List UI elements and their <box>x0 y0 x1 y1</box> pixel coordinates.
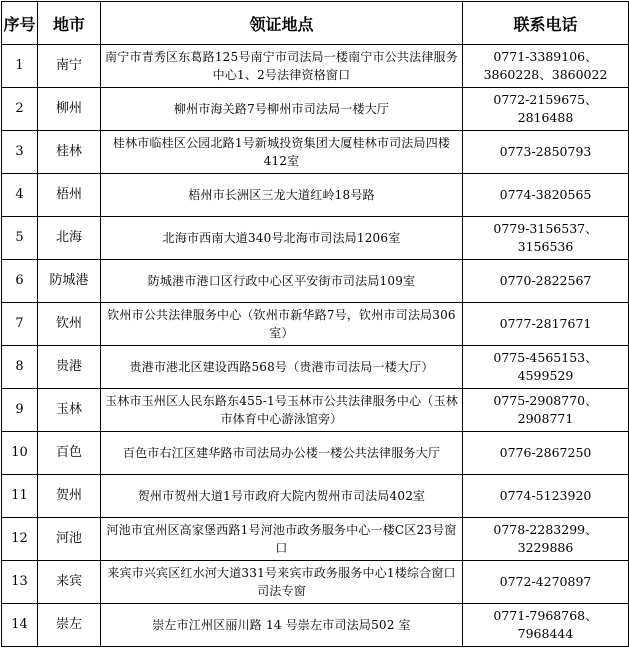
row-location: 梧州市长洲区三龙大道红岭18号路 <box>101 174 463 217</box>
row-index: 6 <box>2 260 38 303</box>
row-location: 崇左市江州区丽川路 14 号崇左市司法局502 室 <box>101 604 463 647</box>
table-row <box>2 174 629 217</box>
row-index: 9 <box>2 389 38 432</box>
table-row <box>2 346 629 389</box>
row-location: 贵港市港北区建设西路568号（贵港市司法局一楼大厅） <box>101 346 463 389</box>
row-index: 4 <box>2 174 38 217</box>
row-phone: 0774-5123920 <box>463 475 629 518</box>
table-row <box>2 475 629 518</box>
row-city: 桂林 <box>38 131 101 174</box>
license-pickup-table <box>1 1 629 647</box>
row-index: 8 <box>2 346 38 389</box>
row-city: 河池 <box>38 518 101 561</box>
row-phone: 0773-2850793 <box>463 131 629 174</box>
row-index: 13 <box>2 561 38 604</box>
table-row <box>2 88 629 131</box>
row-phone: 0774-3820565 <box>463 174 629 217</box>
header-city: 地市 <box>38 2 101 45</box>
header-location: 领证地点 <box>101 2 463 45</box>
row-location: 玉林市玉州区人民东路东455-1号玉林市公共法律服务中心（玉林市体育中心游泳馆旁） <box>101 389 463 432</box>
row-location: 防城港市港口区行政中心区平安街市司法局109室 <box>101 260 463 303</box>
row-city: 梧州 <box>38 174 101 217</box>
row-index: 12 <box>2 518 38 561</box>
row-city: 贵港 <box>38 346 101 389</box>
row-city: 百色 <box>38 432 101 475</box>
table-body <box>2 45 629 647</box>
table-row <box>2 561 629 604</box>
row-phone: 0775-2908770、2908771 <box>463 389 629 432</box>
row-location: 南宁市青秀区东葛路125号南宁市司法局一楼南宁市公共法律服务中心1、2号法律资格窗口 <box>101 45 463 88</box>
row-index: 14 <box>2 604 38 647</box>
row-city: 崇左 <box>38 604 101 647</box>
row-index: 1 <box>2 45 38 88</box>
table-row <box>2 389 629 432</box>
row-location: 贺州市贺州大道1号市政府大院内贺州市司法局402室 <box>101 475 463 518</box>
row-phone: 0770-2822567 <box>463 260 629 303</box>
row-city: 钦州 <box>38 303 101 346</box>
row-index: 5 <box>2 217 38 260</box>
row-city: 北海 <box>38 217 101 260</box>
row-city: 玉林 <box>38 389 101 432</box>
row-phone: 0779-3156537、3156536 <box>463 217 629 260</box>
table-row <box>2 45 629 88</box>
row-phone: 0777-2817671 <box>463 303 629 346</box>
row-location: 北海市西南大道340号北海市司法局1206室 <box>101 217 463 260</box>
row-phone: 0775-4565153、4599529 <box>463 346 629 389</box>
table-row <box>2 260 629 303</box>
row-phone: 0776-2867250 <box>463 432 629 475</box>
header-row <box>2 2 629 45</box>
row-phone: 0771-3389106、3860228、3860022 <box>463 45 629 88</box>
row-index: 11 <box>2 475 38 518</box>
row-location: 柳州市海关路7号柳州市司法局一楼大厅 <box>101 88 463 131</box>
row-location: 桂林市临桂区公园北路1号新城投资集团大厦桂林市司法局四楼412室 <box>101 131 463 174</box>
table-row <box>2 604 629 647</box>
row-index: 7 <box>2 303 38 346</box>
row-city: 防城港 <box>38 260 101 303</box>
row-location: 百色市右江区建华路市司法局办公楼一楼公共法律服务大厅 <box>101 432 463 475</box>
row-location: 来宾市兴宾区红水河大道331号来宾市政务服务中心1楼综合窗口司法专窗 <box>101 561 463 604</box>
table-row <box>2 131 629 174</box>
row-index: 2 <box>2 88 38 131</box>
header-index: 序号 <box>2 2 38 45</box>
row-location: 河池市宜州区高家堡西路1号河池市政务服务中心一楼C区23号窗口 <box>101 518 463 561</box>
row-phone: 0778-2283299、3229886 <box>463 518 629 561</box>
table-row <box>2 518 629 561</box>
table-row <box>2 303 629 346</box>
row-city: 南宁 <box>38 45 101 88</box>
header-phone: 联系电话 <box>463 2 629 45</box>
row-phone: 0772-2159675、2816488 <box>463 88 629 131</box>
table-row <box>2 217 629 260</box>
row-phone: 0771-7968768、7968444 <box>463 604 629 647</box>
row-city: 来宾 <box>38 561 101 604</box>
row-city: 柳州 <box>38 88 101 131</box>
row-index: 3 <box>2 131 38 174</box>
row-location: 钦州市公共法律服务中心（钦州市新华路7号，钦州市司法局306室） <box>101 303 463 346</box>
row-phone: 0772-4270897 <box>463 561 629 604</box>
table-row <box>2 432 629 475</box>
row-index: 10 <box>2 432 38 475</box>
row-city: 贺州 <box>38 475 101 518</box>
